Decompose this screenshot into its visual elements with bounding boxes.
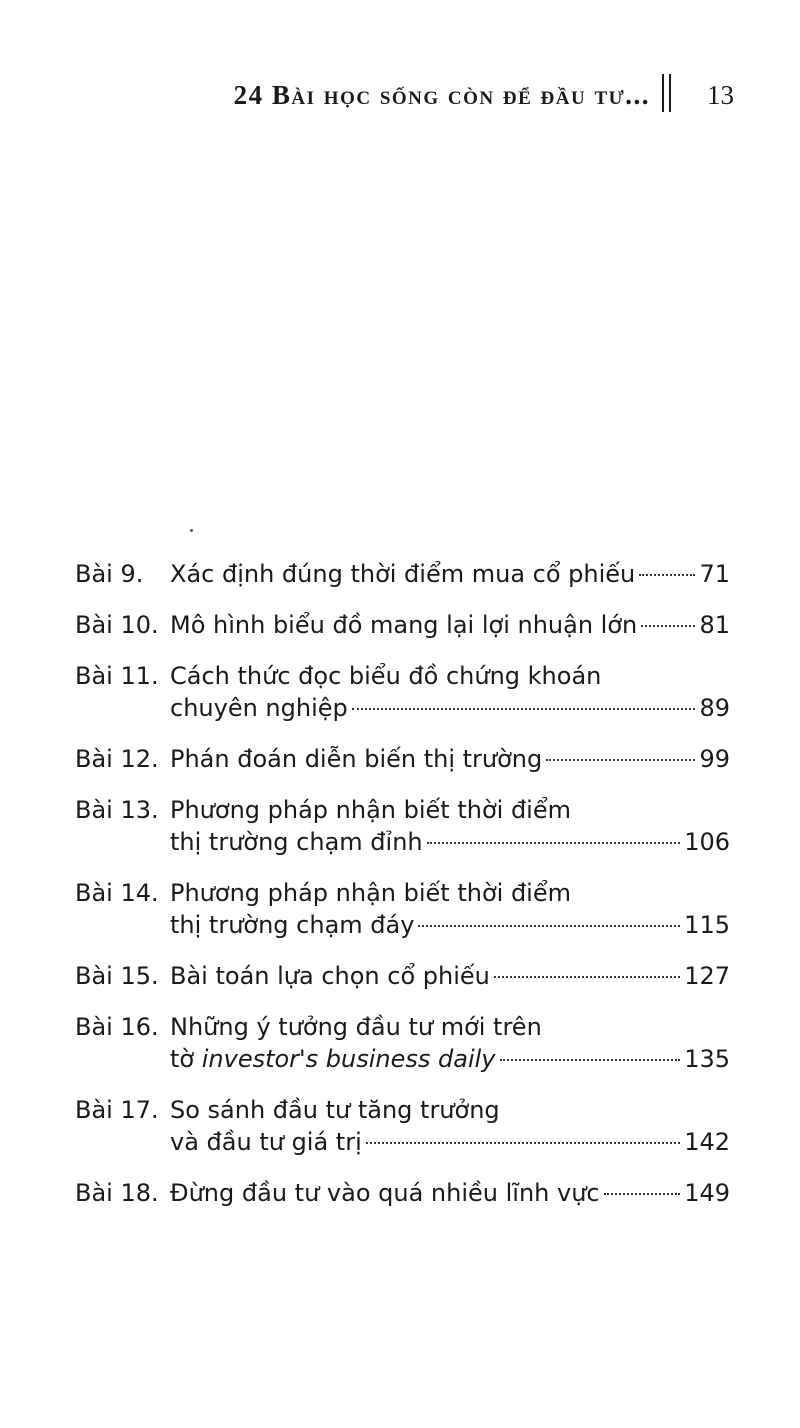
lesson-number: Bài 10.: [75, 611, 159, 639]
toc-entry[interactable]: [75, 1013, 730, 1073]
lesson-title-line2: [170, 1045, 496, 1073]
lesson-number: Bài 15.: [75, 962, 159, 990]
lesson-page: 115: [684, 911, 730, 939]
toc-entry[interactable]: [75, 745, 730, 773]
lesson-number: Bài 18.: [75, 1179, 159, 1207]
lesson-title-line1: Phương pháp nhận biết thời điểm: [170, 879, 571, 907]
lesson-title-line1: Những ý tưởng đầu tư mới trên: [170, 1013, 542, 1041]
lesson-number: Bài 13.: [75, 796, 159, 824]
lesson-page: 135: [684, 1045, 730, 1073]
lesson-title-line2: thị trường chạm đáy: [170, 911, 415, 939]
lesson-number: Bài 16.: [75, 1013, 159, 1041]
lesson-page: 99: [699, 745, 730, 773]
table-of-contents: [75, 560, 730, 1230]
lesson-title: Bài toán lựa chọn cổ phiếu: [170, 962, 490, 990]
lesson-page: 142: [684, 1128, 730, 1156]
toc-entry[interactable]: [75, 611, 730, 639]
lesson-title-line1: Cách thức đọc biểu đồ chứng khoán: [170, 662, 602, 690]
lesson-number: Bài 12.: [75, 745, 159, 773]
lesson-page: 127: [684, 962, 730, 990]
lesson-page: 106: [684, 828, 730, 856]
lesson-title: Xác định đúng thời điểm mua cổ phiếu: [170, 560, 636, 588]
dot-leader: [604, 1193, 681, 1195]
dot-leader: [418, 925, 680, 927]
lesson-number: Bài 14.: [75, 879, 159, 907]
lesson-page: 149: [684, 1179, 730, 1207]
dot-leader: [500, 1059, 681, 1061]
lesson-number: Bài 17.: [75, 1096, 159, 1124]
lesson-title-line1: Phương pháp nhận biết thời điểm: [170, 796, 571, 824]
publication-name: investor's business daily: [201, 1045, 496, 1073]
lesson-title-line2: chuyên nghiệp: [170, 694, 348, 722]
dot-leader: [641, 625, 695, 627]
page-number: 13: [707, 80, 734, 110]
dot-leader: [639, 574, 695, 576]
lesson-title-line1: So sánh đầu tư tăng trưởng: [170, 1096, 500, 1124]
lesson-title: Mô hình biểu đồ mang lại lợi nhuận lớn: [170, 611, 638, 639]
lesson-title-line2: thị trường chạm đỉnh: [170, 828, 423, 856]
dot-leader: [494, 976, 680, 978]
dot-leader: [546, 759, 695, 761]
lesson-number: Bài 11.: [75, 662, 159, 690]
dot-leader: [352, 708, 696, 710]
lesson-page: 89: [699, 694, 730, 722]
lesson-title-line2: và đầu tư giá trị: [170, 1128, 362, 1156]
lesson-number: Bài 9.: [75, 560, 144, 588]
lesson-title: Phán đoán diễn biến thị trường: [170, 745, 543, 773]
toc-entry[interactable]: [75, 796, 730, 856]
toc-entry[interactable]: [75, 1096, 730, 1156]
toc-entry[interactable]: [75, 879, 730, 939]
dot-leader: [427, 842, 681, 844]
toc-entry[interactable]: [75, 560, 730, 588]
toc-entry[interactable]: [75, 962, 730, 990]
running-title: 24 Bài học sống còn để đầu tư...: [233, 80, 650, 110]
lesson-title: Đừng đầu tư vào quá nhiều lĩnh vực: [170, 1179, 600, 1207]
print-speck: [190, 529, 193, 532]
header-divider: [662, 74, 671, 112]
running-header: [0, 74, 800, 114]
lesson-page: 81: [699, 611, 730, 639]
dot-leader: [366, 1142, 680, 1144]
toc-entry[interactable]: [75, 1179, 730, 1207]
lesson-title-prefix: tờ: [170, 1045, 202, 1073]
lesson-page: 71: [699, 560, 730, 588]
toc-entry[interactable]: [75, 662, 730, 722]
